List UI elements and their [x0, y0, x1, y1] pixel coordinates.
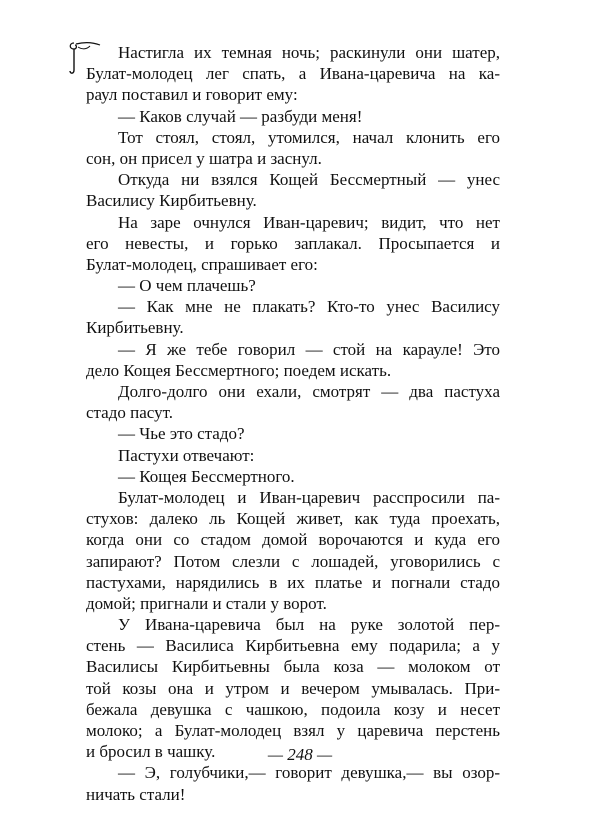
text-line: Откуда ни взялся Кощей Бессмертный — унес: [118, 170, 500, 190]
text-line: молоко; а Булат-молодец взял у царевича перстень: [86, 721, 500, 740]
text-line: стень — Василиса Кирбитьевна ему подарила; а у: [86, 636, 500, 656]
text-block: [86, 42, 500, 805]
text-line: и бросил в чашку.: [86, 742, 216, 762]
text-line: На заре очнулся Иван-царевич; видит, что нет: [118, 212, 500, 232]
page-number: — 248 —: [267, 745, 333, 764]
text-line: раул поставил и говорит ему:: [86, 85, 298, 105]
text-line: — Кощея Бессмертного.: [118, 466, 295, 486]
text-line: — Я же тебе говорил — стой на карауле! Это: [118, 339, 500, 359]
text-line: — О чем плачешь?: [118, 276, 256, 296]
text-line: Пастухи отвечают:: [118, 445, 255, 465]
text-line: сон, он присел у шатра и заснул.: [86, 148, 322, 168]
text-line: когда они со стадом домой ворочаются и куда его: [86, 530, 500, 550]
text-line: Василису Кирбитьевну.: [86, 191, 257, 211]
text-line: его невесты, и горько заплакал. Просыпается и: [86, 233, 500, 253]
text-line: пастухами, нарядились в их платье и погнали стадо: [86, 572, 500, 592]
text-line: У Ивана-царевича был на руке золотой пер-: [118, 615, 500, 635]
text-line: — Э, голубчики,— говорит девушка,— вы озор-: [118, 763, 500, 783]
text-line: дело Кощея Бессмертного; поедем искать.: [86, 360, 392, 380]
text-line: Булат-молодец и Иван-царевич расспросили па-: [118, 487, 500, 507]
text-line: Тот стоял, стоял, утомился, начал клонить его: [118, 127, 500, 147]
text-line: запирают? Потом слезли с лошадей, уговорились с: [86, 551, 500, 571]
text-line: Булат-молодец, спрашивает его:: [86, 254, 318, 274]
text-line: — Каков случай — разбуди меня!: [118, 106, 363, 126]
text-line: домой; пригнали и стали у ворот.: [86, 593, 327, 613]
text-line: ничать стали!: [86, 784, 186, 804]
text-line: Булат-молодец лег спать, а Ивана-царевича на ка-: [86, 64, 500, 84]
text-line: — Чье это стадо?: [118, 424, 245, 444]
text-line: — Как мне не плакать? Кто-то унес Василису: [118, 297, 500, 317]
text-line: Долго-долго они ехали, смотрят — два пастуха: [118, 382, 500, 401]
text-line: Василисы Кирбитьевны была коза — молоком от: [86, 657, 500, 677]
text-line: бежала девушка с чашкою, подоила козу и несет: [86, 699, 500, 719]
text-line: Настигла их темная ночь; раскинули они шатер,: [118, 43, 500, 62]
text-line: той козы она и утром и вечером умывалась. При-: [86, 678, 500, 698]
text-line: Кирбитьевну.: [86, 318, 184, 338]
text-line: стадо пасут.: [86, 403, 173, 423]
text-line: стухов: далеко ль Кощей живет, как туда проехать,: [86, 509, 500, 529]
